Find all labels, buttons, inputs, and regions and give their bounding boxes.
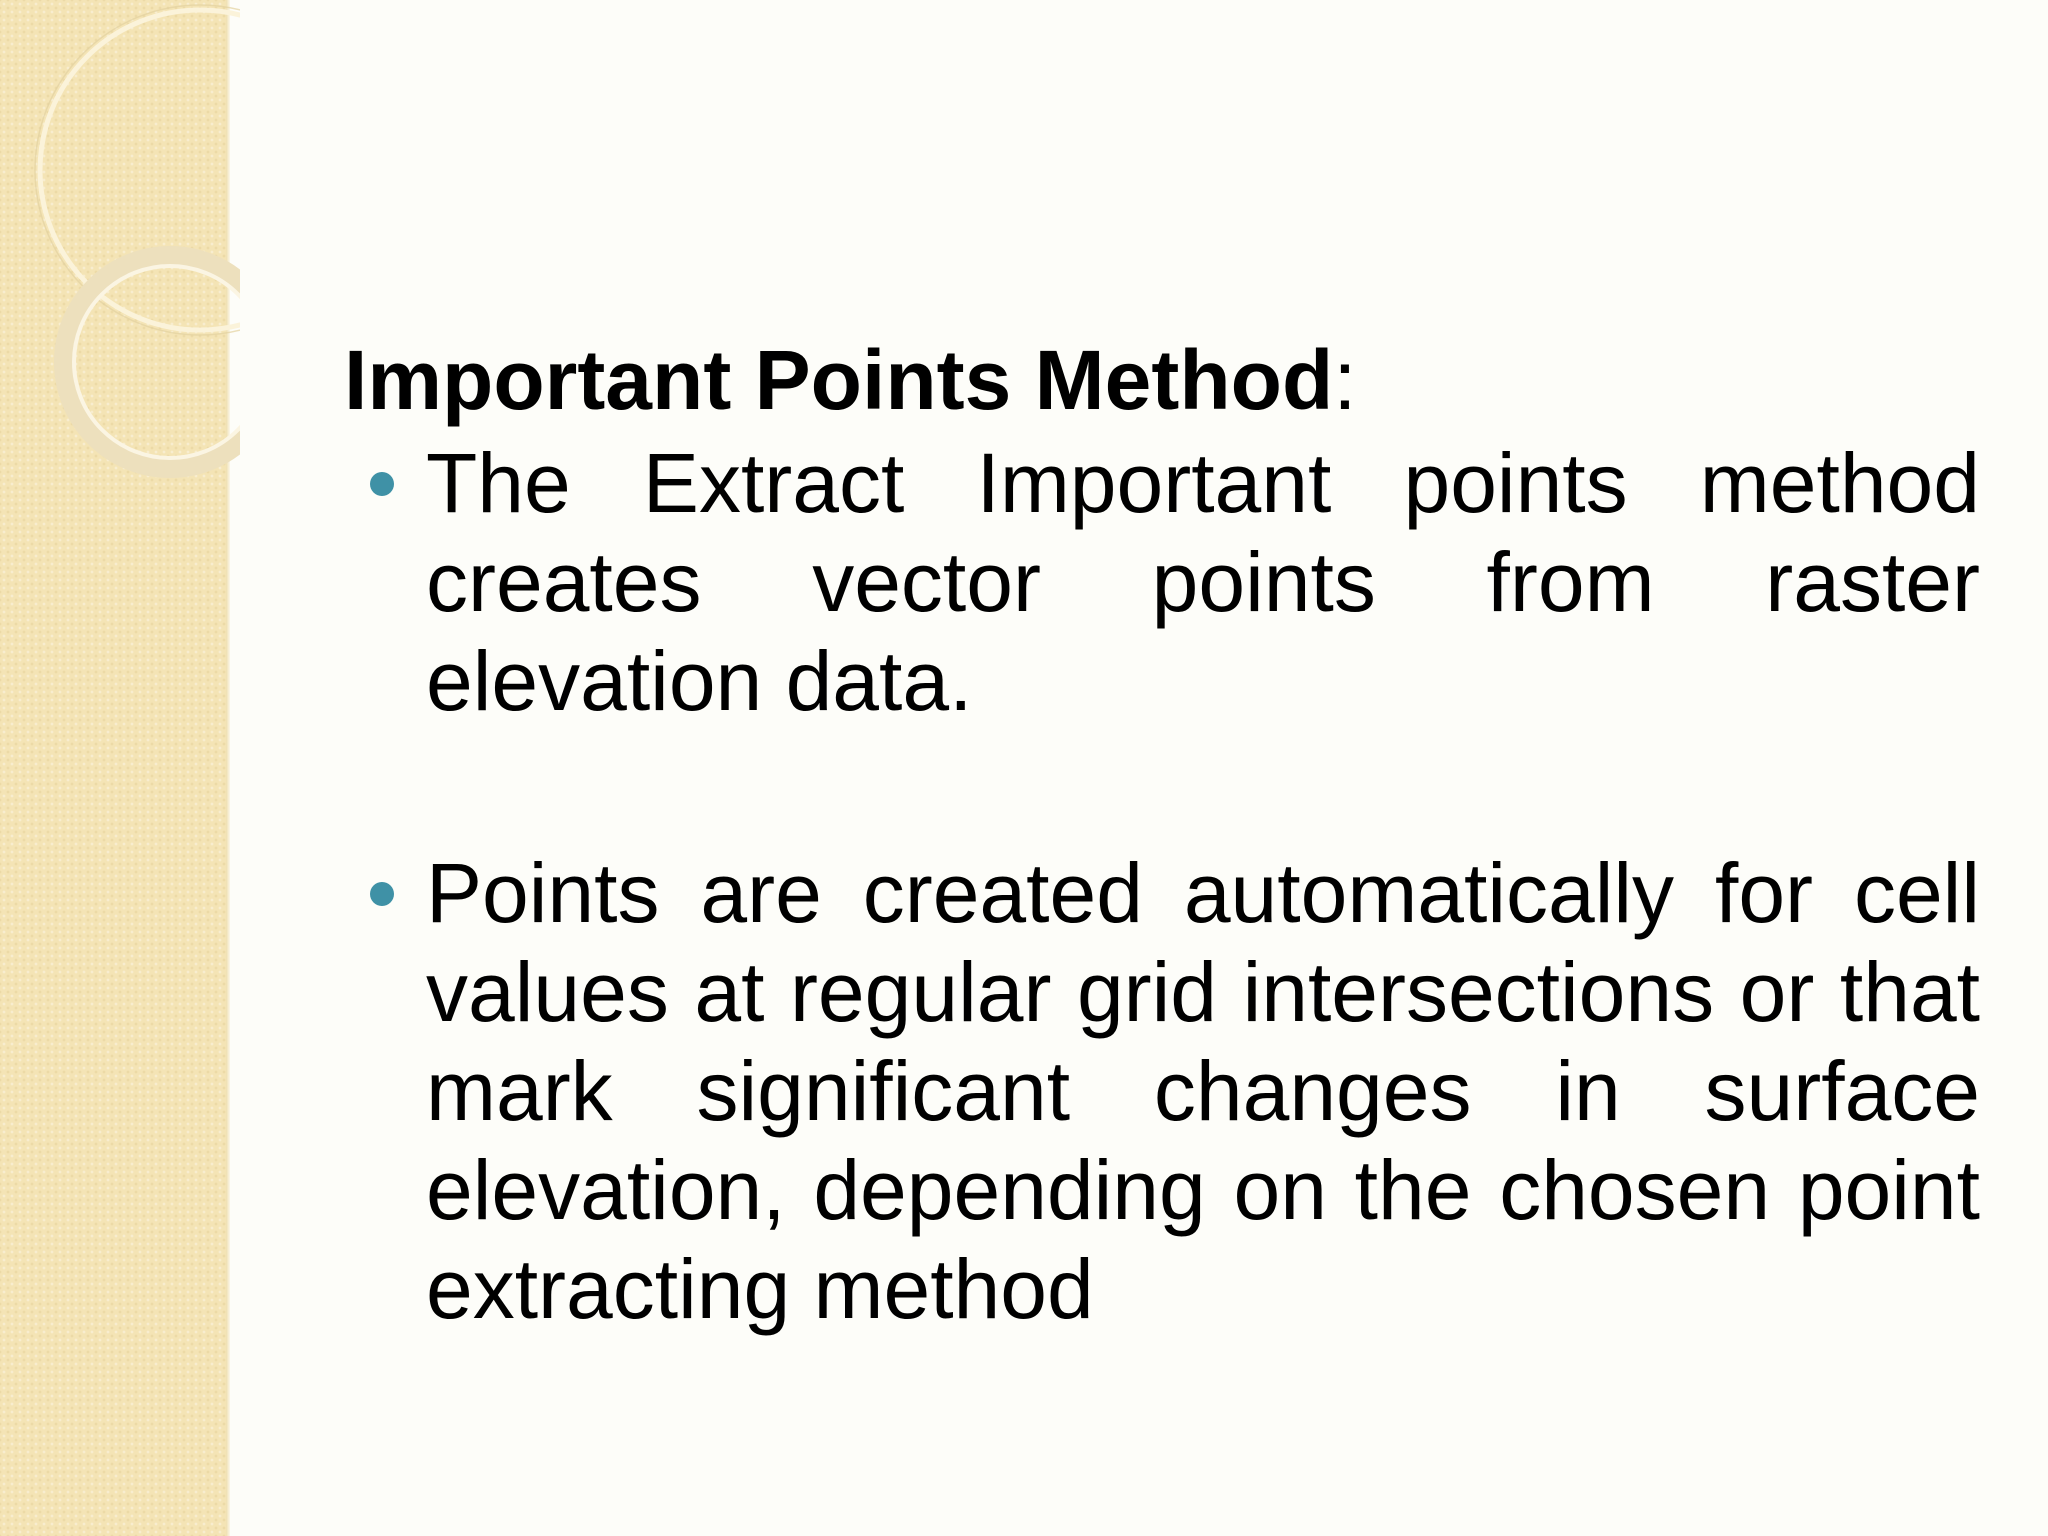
- small-ring: [64, 256, 240, 468]
- bullet-spacer: [344, 731, 1980, 844]
- heading-bold-text: Important Points Method: [344, 333, 1334, 427]
- small-ring-highlight: [74, 266, 240, 458]
- bullet-text: The Extract Important points method creates vector points from raster elevation data.: [426, 436, 1980, 728]
- bullet-item: [344, 844, 1980, 1339]
- large-ring: [40, 10, 240, 330]
- slide-content: [344, 330, 1980, 1339]
- heading-colon: :: [1333, 333, 1357, 427]
- bullet-dot-icon: [370, 472, 394, 496]
- slide-heading: [344, 330, 1980, 430]
- bullet-text: Points are created automatically for cell values at regular grid intersections or that mark significant changes in surface elevation, depending on the chosen point extracting method: [426, 846, 1980, 1336]
- decorative-rings: [0, 0, 240, 520]
- bullet-dot-icon: [370, 882, 394, 906]
- bullet-item: [344, 434, 1980, 731]
- large-ring-shadow: [35, 5, 240, 335]
